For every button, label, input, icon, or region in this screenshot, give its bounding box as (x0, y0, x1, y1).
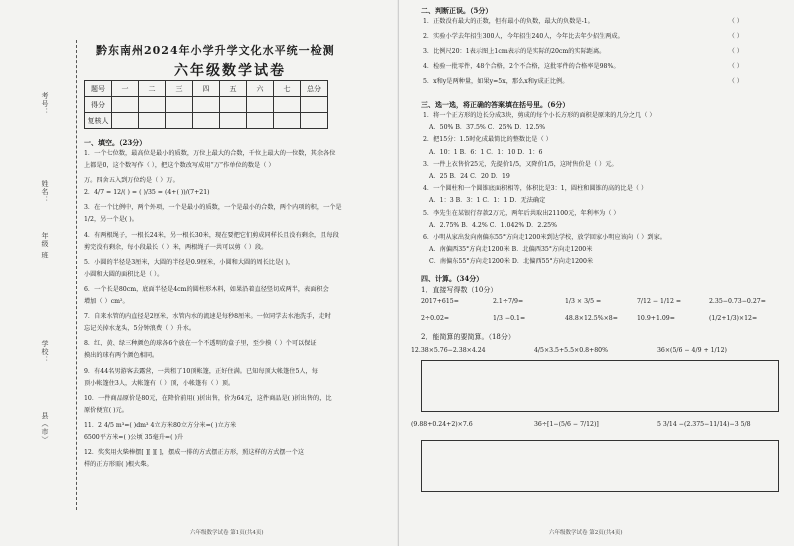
direct-calc-item: 2017+615= (421, 298, 459, 305)
score-table-header-row (85, 81, 328, 97)
simplify-expression: 12.38×5.76−2.38×4.24 (411, 347, 486, 354)
choice-options[interactable]: A．2.75% B．4.2% C．1.042% D．2.25% (429, 221, 557, 229)
section-4-title: 四、计算。（34分） (421, 274, 484, 283)
judge-item-text: 3．比例尺20：1表示图上1cm表示的是实际的20cm的实际距离。 (423, 48, 606, 55)
true-false-questions (423, 17, 783, 92)
choice-options[interactable]: A．1：3 B．3：1 C．1：1 D．无法确定 (429, 197, 546, 205)
judge-item (423, 47, 783, 56)
question-line: 增加（ ）cm²。 (84, 297, 129, 305)
judge-item-text: 4．检验一批零件，48个合格，2个不合格，这批零件的合格率是98%。 (423, 63, 620, 70)
simplify-expression: 36×(5/6 − 4/9 + 1/12) (657, 347, 727, 354)
direct-calc-item: 2.1÷7/9= (493, 298, 524, 305)
choice-options[interactable]: C．南偏东55°方向走1200米 D．北偏西55°方向走1200米 (429, 258, 594, 266)
choice-question: 6．小明从家出发向南偏东55°方向走1200米到达学校，放学回家小明应该向（ ）到家。 (423, 233, 666, 241)
reviewer-cell[interactable] (166, 113, 193, 129)
judge-item (423, 62, 783, 71)
direct-calc-item: 2÷0.02= (421, 315, 450, 322)
name-label: 姓名： (41, 180, 49, 204)
answer-box-1[interactable] (421, 360, 779, 412)
choice-options[interactable]: A．25 B．24 C．20 D．19 (429, 172, 510, 180)
score-cell[interactable] (220, 97, 247, 113)
question-line: 忘记关掉水龙头，5分钟浪费（ ）升水。 (84, 325, 196, 333)
question-line: 11．2 4/5 m³=( )dm³ 4立方米80立方分米=( )立方米 (84, 421, 237, 429)
question-line: 顶小帐篷住3人，大帐篷有（ ）顶，小帐篷有（ ）顶。 (84, 379, 235, 387)
judge-item (423, 77, 783, 86)
question-line: 小圆和大圆的面积比是（ ）。 (84, 270, 164, 278)
question-line: 10．一件商品原价是80元，在降价前用( )折出售，价为64元，这件商品是( )折出售的，比 (84, 394, 332, 402)
question-line: 12．奖奖用火柴棒摆[ ][ ][ ]，摆成一排的方式摆正方形，照这样的方式摆一个这 (84, 449, 305, 457)
direct-calc-item: 10.9+1.09= (637, 315, 675, 322)
question-line: 1．一个七位数，最高位是最小的质数，万位上最大的合数，千位上最大的一位数，其余各位 (84, 150, 336, 157)
score-table-header-cell: 题号 (85, 81, 112, 97)
judge-item-text: 5．x和y是两种量，如果y=5x，那么x和y成正比例。 (423, 78, 569, 85)
choice-options[interactable]: A．南偏西35°方向走1200米 B．北偏西35°方向走1200米 (429, 246, 593, 254)
score-cell[interactable] (166, 97, 193, 113)
direct-calc-grid (421, 297, 781, 331)
choice-question: 3．一件上衣售价25元，先提价1/5，又降价1/5，这时售价是（ ）元。 (423, 160, 618, 168)
reviewer-cell[interactable] (301, 113, 328, 129)
score-cell[interactable] (301, 97, 328, 113)
reviewer-cell[interactable] (274, 113, 301, 129)
exam-page-2 (398, 0, 794, 546)
score-table-header-cell: 六 (247, 81, 274, 97)
exam-title: 黔东南州2024年小学升学文化水平统一检测 (96, 44, 335, 57)
simplify-expression: 36÷[1−(5/6 − 7/12)] (534, 421, 599, 428)
question-line: 3．在一个比例中，两个外项，一个是最小的质数，一个是最小的合数，两个内项的积，一个是 (84, 204, 342, 212)
score-cell[interactable] (247, 97, 274, 113)
binding-line (76, 40, 77, 510)
reviewer-row-label: 复核人 (85, 113, 112, 129)
simplify-expression: 5 3/14 −(2.375−11/14)−3 5/8 (657, 421, 751, 428)
question-line: 6．一个长是80cm，底面半径是4cm的圆柱形木料，如果沿着直径竖切成两半，表面积会 (84, 285, 329, 293)
judge-item-text: 2．实验小学去年招生300人，今年招生240人，今年比去年少招生两成。 (423, 33, 624, 40)
judge-item (423, 32, 783, 41)
score-row (85, 97, 328, 113)
simplify-expression: 4/5×3.5+5.5×0.8+80% (534, 347, 608, 354)
county-label: 县（市） (41, 412, 49, 444)
direct-calc-item: 48.8×12.5%×8= (565, 315, 618, 322)
question-line: 2．4/7 = 12/( ) = ( )/35 = (4+( ))/(7+21) (84, 189, 210, 197)
section-3-title: 三、选一选，将正确的答案填在括号里。（6分） (421, 100, 570, 109)
question-line: 原价便宜( )元。 (84, 406, 128, 414)
choice-options[interactable]: A．50% B．37.5% C．25% D．12.5% (429, 124, 546, 132)
exam-number-label: 考号： (41, 92, 49, 116)
choice-question: 4．一个圆柱和一个圆锥底面积相等，体积比是3：1，圆柱和圆锥的高的比是（ ） (423, 185, 648, 193)
score-table-header-cell: 一 (112, 81, 139, 97)
score-table-header-cell: 四 (193, 81, 220, 97)
school-label: 学校： (41, 340, 49, 364)
score-cell[interactable] (193, 97, 220, 113)
page-footer: 六年级数学试卷 第1页(共4页) (190, 530, 264, 536)
choice-question: 5．李先生在某银行存款2万元，两年后共取出21100元，年利率为（ ） (423, 209, 620, 217)
score-table-header-cell: 三 (166, 81, 193, 97)
choice-options[interactable]: A．10：1 B．6：1 C．1：10 D．1：6 (429, 148, 543, 156)
question-line: 9．有44名男游客去露营，一共租了10顶帐篷，正好住满。已知每顶大帐篷住5人，每 (84, 367, 318, 375)
subsection-direct-title: 1．直接写得数（10分） (421, 286, 498, 294)
question-line: 7．自来水管的内直径是2厘米，水管内水的流速是每秒8厘米。一位同学去水池洗手，走时 (84, 313, 331, 321)
score-table-header-cell: 五 (220, 81, 247, 97)
question-line: 1/2，另一个是( )。 (84, 216, 138, 224)
question-line: 剪完没有剩余，每小段最长（ ）米，两根绳子一共可以剪（ ）段。 (84, 243, 268, 251)
judge-answer-blank[interactable]: （ ） (728, 18, 743, 25)
direct-calc-item: 7/12 − 1/12 = (637, 298, 682, 305)
score-table-header-cell: 总分 (301, 81, 328, 97)
question-line: 样的正方形需( )根火柴。 (84, 461, 153, 469)
question-line: 万。四舍五入到万位约是（ ）万。 (84, 177, 179, 185)
fill-blank-questions (84, 149, 392, 475)
question-line: 8．红、黄、绿三种颜色的球各6个放在一个不透明的盒子里，至少摸（ ）个可以保证 (84, 340, 317, 348)
reviewer-cell[interactable] (112, 113, 139, 129)
score-cell[interactable] (139, 97, 166, 113)
simplify-row-1 (411, 346, 781, 355)
judge-answer-blank[interactable]: （ ） (728, 63, 743, 70)
direct-calc-row (421, 297, 781, 306)
judge-answer-blank[interactable]: （ ） (728, 33, 743, 40)
section-2-title: 二、判断正误。（5分） (421, 6, 493, 15)
page-footer: 六年级数学试卷 第2页(共4页) (549, 530, 623, 536)
multiple-choice-questions (423, 111, 783, 269)
score-table (84, 80, 328, 129)
judge-item (423, 17, 783, 26)
answer-box-2[interactable] (421, 440, 779, 492)
direct-calc-item: 2.35−0.73−0.27= (709, 298, 766, 305)
direct-calc-item: (1/2+1/3)×12= (709, 315, 758, 322)
direct-calc-item: 1/3 × 3/5 = (565, 298, 602, 305)
judge-answer-blank[interactable]: （ ） (728, 48, 743, 55)
subsection-simplify-title: 2．能简算的要简算。（18分） (421, 333, 515, 341)
judge-item-text: 1．正数没有最大的正数，但有最小的负数，最大的负数是-1。 (423, 18, 594, 25)
reviewer-cell[interactable] (139, 113, 166, 129)
simplify-expression: (9.88+0.24+2)×7.6 (411, 421, 473, 428)
score-cell[interactable] (274, 97, 301, 113)
score-table-header-cell: 七 (274, 81, 301, 97)
section-1-title: 一、填空。（23分） (84, 138, 147, 147)
direct-calc-row (421, 314, 781, 323)
exam-subtitle: 六年级数学试卷 (174, 63, 286, 79)
question-line: 4．有两根绳子，一根长24米，另一根长30米，现在要把它们剪成同样长且没有剩余，且每段 (84, 231, 339, 239)
score-table-header-cell: 二 (139, 81, 166, 97)
reviewer-cell[interactable] (247, 113, 274, 129)
choice-question: 1．将一个正方形的边长分成3块，剪成的每个小长方形的面积是原来的几分之几（ ） (423, 112, 656, 119)
question-line: 摸出的球有两个颜色相同。 (84, 352, 159, 360)
score-row-label: 得分 (85, 97, 112, 113)
reviewer-cell[interactable] (220, 113, 247, 129)
simplify-row-2 (411, 420, 781, 429)
judge-answer-blank[interactable]: （ ） (728, 78, 743, 85)
score-cell[interactable] (112, 97, 139, 113)
class-grade-label: 年级 班 (41, 232, 49, 260)
direct-calc-item: 1/3 −0.1= (493, 315, 526, 322)
question-line: 上都是0，这个数写作（ ），把这个数改写成用“万”作单位的数是（ ） (84, 162, 275, 169)
reviewer-row (85, 113, 328, 129)
question-line: 6500平方米=( )公顷 35毫升=( )升 (84, 433, 184, 441)
choice-question: 2．把15分：1.5时化成最简比的整数比是（ ） (423, 136, 552, 144)
question-line: 5．小圆的半径是3厘米，大圆的半径是0.9厘米，小圆和大圆的周长比是( )， (84, 258, 295, 266)
reviewer-cell[interactable] (193, 113, 220, 129)
